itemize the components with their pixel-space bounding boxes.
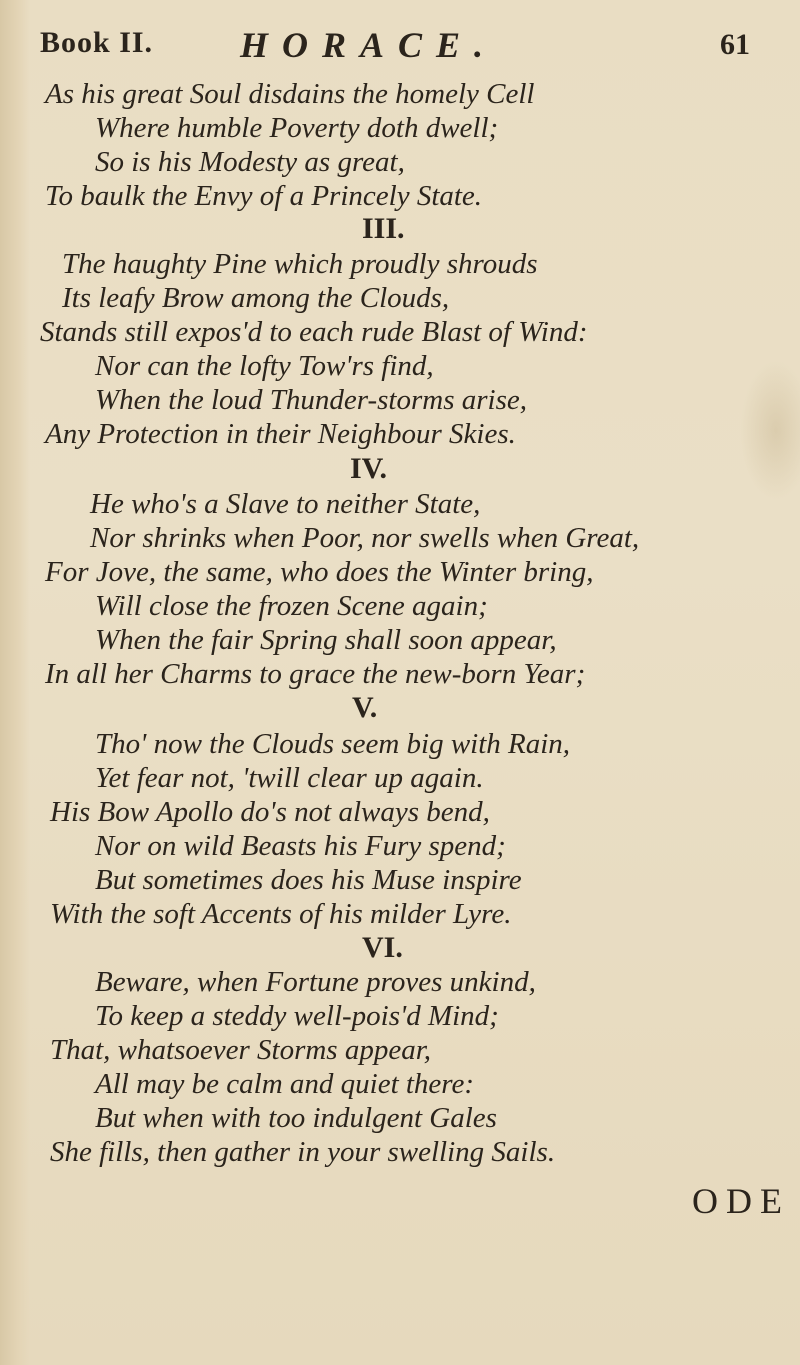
- verse-line: The haughty Pine which proudly shrouds: [62, 248, 538, 280]
- verse-line: But sometimes does his Muse inspire: [95, 864, 522, 896]
- running-header: [40, 20, 770, 70]
- verse-line: He who's a Slave to neither State,: [90, 488, 481, 520]
- verse-line: When the loud Thunder-storms arise,: [95, 384, 527, 416]
- paper-stain: [740, 360, 800, 500]
- verse-line: Will close the frozen Scene again;: [95, 590, 488, 622]
- verse-line: For Jove, the same, who does the Winter bring,: [45, 556, 594, 588]
- verse-line: That, whatsoever Storms appear,: [50, 1034, 432, 1066]
- stanza-numeral: VI.: [362, 931, 403, 964]
- stanza-numeral: III.: [362, 212, 405, 245]
- verse-line: When the fair Spring shall soon appear,: [95, 624, 557, 656]
- verse-line: In all her Charms to grace the new-born Year;: [45, 658, 586, 690]
- verse-line: Yet fear not, 'twill clear up again.: [95, 762, 484, 794]
- verse-line: Nor shrinks when Poor, nor swells when Great,: [90, 522, 640, 554]
- catchword: ODE: [692, 1181, 790, 1221]
- running-title: HORACE.: [240, 25, 498, 65]
- verse-line: To keep a steddy well-pois'd Mind;: [95, 1000, 499, 1032]
- page-edge: [0, 0, 30, 1365]
- stanza-numeral: V.: [352, 691, 378, 724]
- verse-line: Its leafy Brow among the Clouds,: [62, 282, 450, 314]
- verse-line: Where humble Poverty doth dwell;: [95, 112, 499, 144]
- verse-line: She fills, then gather in your swelling Sails.: [50, 1136, 556, 1168]
- verse-line: To baulk the Envy of a Princely State.: [45, 180, 483, 212]
- verse-line: So is his Modesty as great,: [95, 146, 405, 178]
- verse-line: As his great Soul disdains the homely Cell: [45, 78, 535, 110]
- verse-line: All may be calm and quiet there:: [95, 1068, 475, 1100]
- verse-line: With the soft Accents of his milder Lyre.: [50, 898, 512, 930]
- verse-line: Nor on wild Beasts his Fury spend;: [95, 830, 506, 862]
- verse-line: Stands still expos'd to each rude Blast of Wind:: [40, 316, 588, 348]
- verse-line: But when with too indulgent Gales: [95, 1102, 497, 1134]
- verse-line: His Bow Apollo do's not always bend,: [50, 796, 490, 828]
- verse-line: Beware, when Fortune proves unkind,: [95, 966, 536, 998]
- verse-line: Tho' now the Clouds seem big with Rain,: [95, 728, 571, 760]
- stanza-numeral: IV.: [350, 452, 387, 485]
- verse-line: Nor can the lofty Tow'rs find,: [95, 350, 434, 382]
- page-number: 61: [720, 28, 750, 61]
- running-book-label: Book II.: [40, 26, 154, 59]
- verse-line: Any Protection in their Neighbour Skies.: [45, 418, 516, 450]
